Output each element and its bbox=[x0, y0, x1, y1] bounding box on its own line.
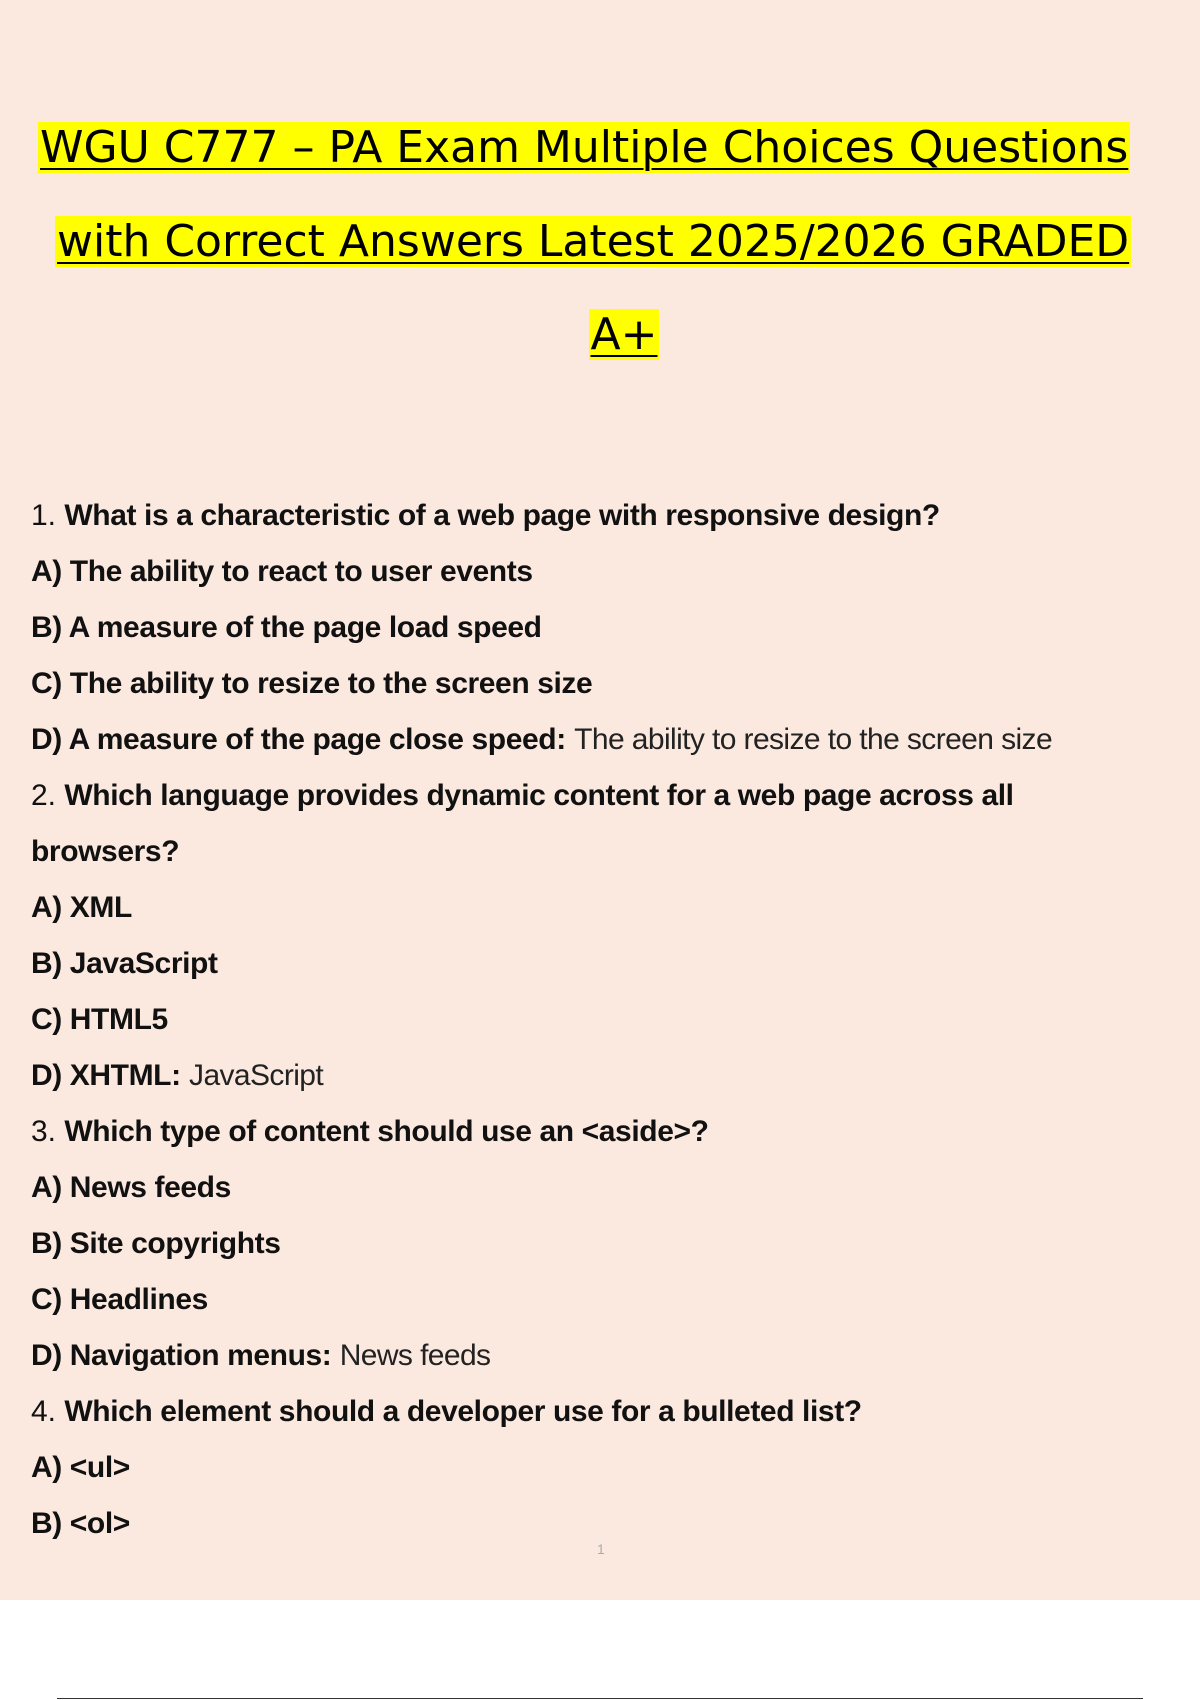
question-1-option-d bbox=[31, 712, 1191, 768]
question-2-option-d bbox=[31, 1048, 1191, 1104]
question-1-option-a: A) The ability to react to user events bbox=[31, 555, 533, 588]
question-2-option-b: B) JavaScript bbox=[31, 947, 218, 980]
question-1-answer: The ability to resize to the screen size bbox=[574, 723, 1053, 756]
question-3 bbox=[31, 1104, 1191, 1160]
question-list bbox=[31, 488, 1191, 1552]
question-1 bbox=[31, 488, 1191, 544]
option-d-label: D) A measure of the page close speed: bbox=[31, 723, 566, 756]
question-text: What is a characteristic of a web page with responsive design? bbox=[64, 499, 940, 532]
question-number: 3. bbox=[31, 1115, 57, 1148]
question-text: Which type of content should use an <aside>? bbox=[64, 1115, 709, 1148]
option-d-label: D) Navigation menus: bbox=[31, 1339, 332, 1372]
title-line-2-text: with Correct Answers Latest 2025/2026 GRADED bbox=[57, 216, 1130, 267]
question-4-option-b: B) <ol> bbox=[31, 1507, 130, 1540]
question-2-answer: JavaScript bbox=[189, 1059, 324, 1092]
question-text-line-2: browsers? bbox=[31, 835, 180, 868]
question-3-option-d bbox=[31, 1328, 1191, 1384]
page-number: 1 bbox=[597, 1541, 605, 1557]
title-line-1-text: WGU C777 – PA Exam Multiple Choices Questions bbox=[40, 122, 1129, 173]
question-number: 4. bbox=[31, 1395, 57, 1428]
title-line-3 bbox=[0, 304, 1200, 366]
question-4 bbox=[31, 1384, 1191, 1440]
question-text-line-1: Which language provides dynamic content for a web page across all bbox=[64, 779, 1014, 812]
question-number: 2. bbox=[31, 779, 57, 812]
question-3-option-c: C) Headlines bbox=[31, 1283, 208, 1316]
question-3-option-a: A) News feeds bbox=[31, 1171, 231, 1204]
question-2-option-a: A) XML bbox=[31, 891, 132, 924]
question-1-option-b: B) A measure of the page load speed bbox=[31, 611, 542, 644]
question-4-option-a: A) <ul> bbox=[31, 1451, 130, 1484]
question-3-option-b: B) Site copyrights bbox=[31, 1227, 281, 1260]
next-page-divider bbox=[57, 1698, 1143, 1699]
title-line-2 bbox=[55, 211, 1131, 273]
question-2-option-c: C) HTML5 bbox=[31, 1003, 168, 1036]
title-line-3-text: A+ bbox=[590, 309, 658, 360]
option-d-label: D) XHTML: bbox=[31, 1059, 181, 1092]
question-3-answer: News feeds bbox=[339, 1339, 491, 1372]
question-number: 1. bbox=[31, 499, 57, 532]
question-2 bbox=[31, 768, 1191, 824]
title-line-1 bbox=[38, 117, 1130, 179]
question-1-option-c: C) The ability to resize to the screen size bbox=[31, 667, 593, 700]
question-text: Which element should a developer use for a bulleted list? bbox=[64, 1395, 862, 1428]
